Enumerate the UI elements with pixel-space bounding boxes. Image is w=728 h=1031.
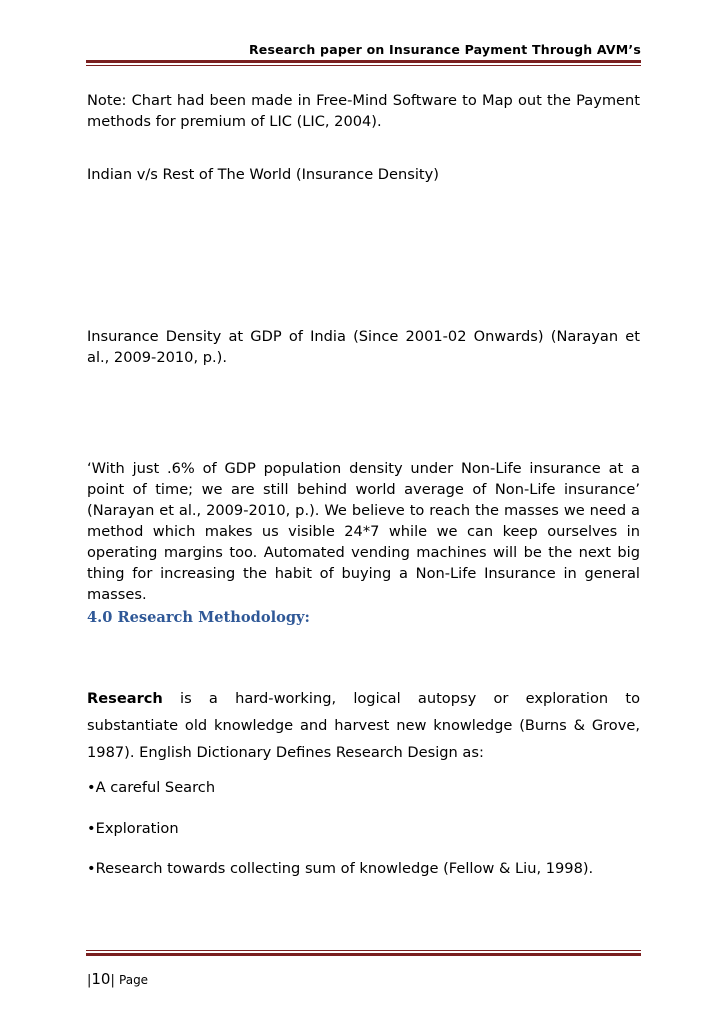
- research-first-line-text: is a hard-working, logical autopsy or exploration to: [162, 690, 640, 707]
- bullet-item-careful-search: •A careful Search: [87, 779, 216, 796]
- gdp-density-caption: Insurance Density at GDP of India (Since 2001-02 Onwards) (Narayan et al., 2009-2010, p.).: [87, 328, 640, 366]
- header-rule-thick: [86, 60, 641, 63]
- bullet-item-knowledge: •Research towards collecting sum of knowledge (Fellow & Liu, 1998).: [87, 860, 594, 877]
- section-heading: 4.0 Research Methodology:: [87, 609, 310, 626]
- footer-bar-left: |: [87, 973, 92, 988]
- footer-bar-right: |: [110, 973, 115, 988]
- header-rule-thin: [86, 65, 641, 66]
- page-label: Page: [119, 973, 149, 987]
- page-number: 10: [91, 970, 111, 988]
- research-definition-paragraph: [87, 685, 640, 766]
- non-life-quote-paragraph: ‘With just .6% of GDP population density under Non-Life insurance at a point of time; we are still behind world average of Non-Life insurance’ (Narayan et al., 2009-2010, p.). We believe to reach the masses we need a method which makes us visible 24*7 while we can keep ourselves in operating margins too. Automated vending machines will be the next big thing for increasing the habit of buying a Non-Life Insurance in general masses.: [87, 460, 640, 603]
- bullet-item-exploration: •Exploration: [87, 820, 179, 837]
- insurance-density-caption: Indian v/s Rest of The World (Insurance Density): [87, 166, 439, 183]
- running-header: Research paper on Insurance Payment Through AVM’s: [248, 42, 641, 57]
- footer-rule-thick: [86, 953, 641, 956]
- footer-rule-thin: [86, 950, 641, 951]
- chart-note-paragraph: Note: Chart had been made in Free-Mind Software to Map out the Payment methods for premium of LIC (LIC, 2004).: [87, 92, 640, 130]
- research-bold-term: Research: [87, 690, 163, 707]
- page-footer: [87, 970, 148, 988]
- research-first-line: [87, 685, 640, 712]
- research-rest-text: substantiate old knowledge and harvest new knowledge (Burns & Grove, 1987). English Dictionary Defines Research Design as:: [87, 717, 640, 761]
